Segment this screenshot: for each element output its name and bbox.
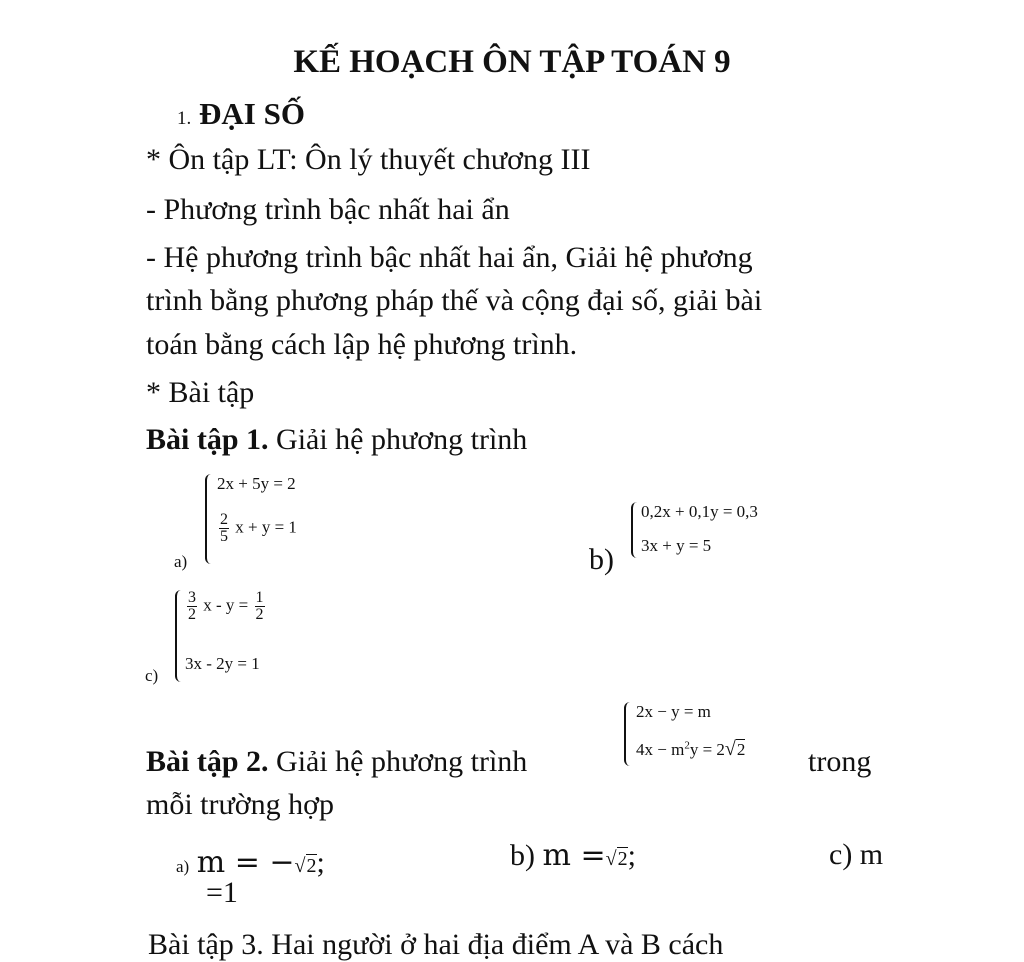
ex2-case-c-cont: =1 [206,876,238,909]
ex1-label: Bài tập 1. [146,423,269,456]
ex2-case-a [176,845,325,880]
theory-item: - Hệ phương trình bậc nhất hai ẩn, Giải hệ phương [146,241,753,274]
ex1-a-system [205,474,345,570]
ex1-c-label: c) [145,666,159,685]
fraction [187,590,197,623]
equation [185,590,267,623]
sqrt-icon: √ [724,738,736,760]
ex2-system [624,702,804,772]
exponent: 2 [684,739,690,752]
equation-part: 4x − m [636,740,685,759]
ex2-line2: mỗi trường hợp [146,788,334,821]
numerator: 2 [220,511,228,528]
denominator: 2 [188,606,196,623]
theory-item: trình bằng phương pháp thế và cộng đại số, giải bài [146,284,763,317]
radicand: 2 [736,740,746,759]
ex1-heading [146,423,527,457]
theory-heading: * Ôn tập LT: Ôn lý thuyết chương III [146,143,591,176]
radicand: 2 [617,848,628,870]
exercise-heading: * Bài tập [146,376,255,409]
equation [636,738,745,761]
section-number: 1. [177,108,192,129]
sqrt-icon: √ [294,855,306,877]
radicand: 2 [306,855,317,877]
case-end: ; [627,839,636,872]
denominator: 2 [255,606,264,623]
equation: 2x − y = m [636,702,711,721]
fraction [219,512,229,545]
ex1-b-system [631,502,831,562]
ex1-a-label: a) [174,552,188,571]
brace-icon [631,502,640,558]
fraction [255,590,265,623]
brace-icon [624,702,633,766]
case-value: m = − [196,845,295,880]
brace-icon [175,590,184,682]
ex3-partial-line: Bài tập 3. Hai người ở hai địa điểm A và B cách [148,928,724,961]
equation [217,512,297,545]
ex2-heading [146,745,527,779]
equation-middle: x - y = [203,595,249,615]
equation: 3x + y = 5 [641,536,712,555]
brace-icon [205,474,214,564]
case-value: m = [542,838,606,873]
ex1-c-system [175,590,335,686]
equation-part: y = 2 [689,740,725,759]
equation: 3x - 2y = 1 [185,654,260,673]
ex1-b-label: b) [589,543,614,576]
ex2-after: trong [808,745,872,778]
ex2-text: Giải hệ phương trình [276,745,528,778]
case-label: a) [176,857,190,876]
theory-item: - Phương trình bậc nhất hai ẩn [146,193,510,226]
section-title: ĐẠI SỐ [199,96,305,131]
case-end: ; [316,846,325,879]
ex2-label: Bài tập 2. [146,745,269,778]
ex2-case-c: c) m [829,838,884,871]
page-title: KẾ HOẠCH ÔN TẬP TOÁN 9 [293,44,731,80]
equation-rest: x + y = 1 [235,517,297,537]
denominator: 5 [220,528,228,545]
equation: 0,2x + 0,1y = 0,3 [641,502,758,521]
case-label: b) [510,839,535,872]
ex2-case-b [510,838,636,873]
theory-item: toán bằng cách lập hệ phương trình. [146,328,578,361]
ex1-text: Giải hệ phương trình [276,423,528,456]
sqrt-icon: √ [605,848,617,870]
numerator: 3 [188,589,196,606]
equation: 2x + 5y = 2 [217,474,296,493]
numerator: 1 [255,589,264,606]
